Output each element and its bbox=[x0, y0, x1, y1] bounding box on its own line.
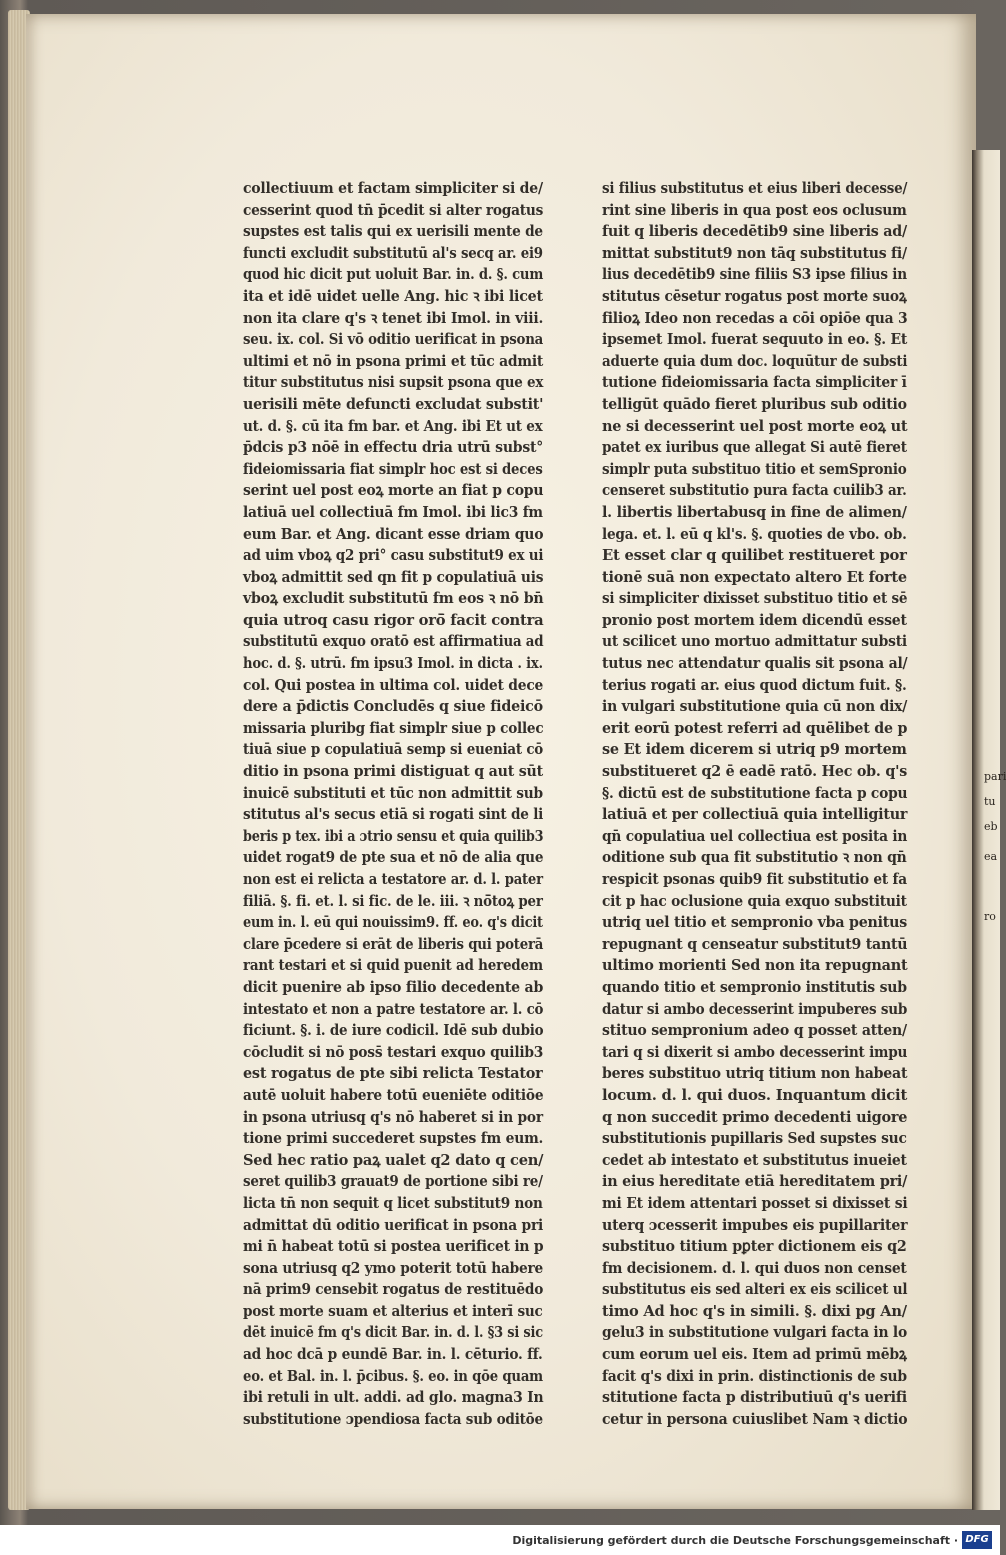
right-column-line: beres substituo utriq titium non habeat bbox=[602, 1064, 908, 1083]
right-text-column bbox=[602, 178, 907, 1430]
left-column-line: substitutione ɔpendiosa facta sub oditōe bbox=[243, 1409, 543, 1428]
left-column-line: seu. ix. col. Si vō oditio uerificat in psona bbox=[243, 330, 544, 349]
right-column-line: fuit q liberis decedētib9 sine liberis ad/ bbox=[602, 222, 907, 241]
left-column-line: Sed hec ratio paꝝ ualet q2 dato q cen/ bbox=[243, 1150, 544, 1169]
left-column-line: dere a p̄dictis Concludēs q siue fideicō bbox=[243, 697, 543, 716]
left-column-line: cōcludit si nō poss̄ testari exquo quilib3 bbox=[243, 1042, 544, 1061]
right-column-line: in eius hereditate etiā hereditatem pri/ bbox=[602, 1172, 908, 1191]
right-column-line: fm decisionem. d. l. qui duos non censet bbox=[602, 1258, 907, 1277]
funding-credit: Digitalisierung gefördert durch die Deutsche Forschungsgemeinschaft · bbox=[512, 1534, 958, 1547]
facing-page-fragment: eb bbox=[984, 820, 998, 833]
facing-page-fragment: pari bbox=[984, 770, 1006, 783]
left-column-line: quia utroq casu rigor orō̄ facit contra bbox=[243, 610, 544, 629]
left-column-line: clare p̄cedere si erāt de liberis qui poterā bbox=[243, 934, 544, 953]
right-column-line: stituo sempronium adeo q posset atten/ bbox=[602, 1021, 907, 1040]
left-column-line: functi excludit substitutū al's secq ar. ei9 bbox=[243, 243, 543, 262]
left-column-line: stitutus al's secus etiā si rogati sint de li bbox=[243, 805, 544, 824]
left-column-line: latiuā uel collectiuā fm Imol. ibi lic3 fm bbox=[243, 502, 543, 521]
left-column-line: hoc. d. §. utrū. fm ipsu3 Imol. in dicta . ix. bbox=[243, 654, 543, 673]
right-column-line: utriq uel titio et sempronio vba penitus bbox=[602, 913, 907, 932]
left-column-line: ad uim vboꝝ q2 pri° casu substitut9 ex ui bbox=[243, 546, 544, 565]
left-column-line: col. Qui postea in ultima col. uidet dece bbox=[243, 675, 544, 694]
right-column-line: substitutus eis sed alteri ex eis scilicet ul bbox=[602, 1280, 908, 1299]
right-column-line: filioꝝ Ideo non recedas a cōi opiōe qua 3 bbox=[602, 308, 908, 327]
right-column-line: stitutus cēsetur rogatus post morte suoꝝ bbox=[602, 286, 907, 305]
right-column-line: uterq ɔcesserit impubes eis pupillariter bbox=[602, 1215, 908, 1234]
left-column-line: eum Bar. et Ang. dicant esse driam quo bbox=[243, 524, 544, 543]
left-column-line: seret quilib3 grauat9 de portione sibi re/ bbox=[243, 1172, 543, 1191]
right-column-line: tionē suā non expectato altero Et forte bbox=[602, 567, 907, 586]
left-column-line: tiuā siue p copulatiuā semp si eueniat cō bbox=[243, 740, 544, 759]
right-column-line: censeret substitutio pura facta cuilib3 ar. bbox=[602, 481, 907, 500]
right-column-line: si filius substitutus et eius liberi decesse/ bbox=[602, 179, 908, 197]
left-column-line: ut. d. §. cū ita fm bar. et Ang. ibi Et ut ex bbox=[243, 416, 543, 435]
left-column-line: beris p tex. ibi a ɔtrio sensu et quia quilib3 bbox=[243, 826, 544, 845]
right-column-line: substituo titium pꝑter dictionem eis q2 bbox=[602, 1237, 907, 1256]
right-column-line: cedet ab intestato et substitutus inueiet bbox=[602, 1150, 907, 1169]
left-column-line: filiā. §. fi. et. l. si fic. de le. iii. ꝛ nō̄toꝝ per bbox=[243, 891, 543, 910]
left-column-line: p̄dcis p3 nōē in effectu dria utrū subst° bbox=[243, 438, 544, 457]
left-column-line: fideiomissaria fiat simplr hoc est si deces bbox=[243, 459, 543, 478]
right-column-line: ultimo morienti Sed non ita repugnant bbox=[602, 956, 908, 975]
right-column-line: mittat substitut9 non tāq substitutus fi/ bbox=[602, 243, 907, 262]
right-column-line: patet ex iuribus que allegat Si autē fieret bbox=[602, 438, 907, 457]
right-column-line: pronio post mortem idem dicendū esset bbox=[602, 610, 907, 629]
left-column-line: uerisili mēte defuncti excludat substit' bbox=[243, 394, 544, 413]
right-column-line: stitutione facta p distributiuū q's uerifi bbox=[602, 1388, 907, 1407]
right-column-line: cum eorum uel eis. Item ad primū mēbꝝ bbox=[602, 1345, 907, 1364]
left-column-line: collectiuum et factam simpliciter si de/ bbox=[243, 179, 543, 197]
left-column-line: dēt inuicē fm q's dicit Bar. in. d. l. §3 si sic bbox=[243, 1323, 543, 1342]
right-column-line: facit q's dixi in prin. distinctionis de sub bbox=[602, 1366, 907, 1385]
left-column-line: eum in. l. eū qui nouissim9. ff. eo. q's dicit bbox=[243, 913, 543, 932]
right-column-line: latiuā et per collectiuā quia intelligitur bbox=[602, 805, 908, 824]
right-column-line: tutione fideiomissaria facta simpliciter ī bbox=[602, 373, 907, 392]
left-column-line: dicit puenire ab ipso filio decedente ab bbox=[243, 977, 544, 996]
left-column-line: non ita clare q's ꝛ tenet ibi Imol. in viii. bbox=[243, 308, 544, 327]
left-column-line: quod hic dicit put uoluit Bar. in. d. §. cum bbox=[243, 265, 544, 284]
left-column-line: ibi retuli in ult. addi. ad glo. magna3 In bbox=[243, 1388, 544, 1407]
right-column-line: gelu3 in substitutione vulgari facta in lo bbox=[602, 1323, 907, 1342]
right-column-line: quando titio et sempronio institutis sub bbox=[602, 977, 907, 996]
right-column-line: si simpliciter dixisset substituo titio et sē bbox=[602, 589, 908, 608]
right-column-line: erit eorū potest referri ad quēlibet de p bbox=[602, 718, 908, 737]
right-column-line: repugnant q censeatur substitut9 tantū bbox=[602, 934, 908, 953]
right-column-line: lega. et. l. eū q kl's. §. quoties de vbo. ob. bbox=[602, 524, 907, 543]
left-column-line: sona utriusq q2 ymo poterit totū habere bbox=[243, 1258, 544, 1277]
left-column-line: tione primi succederet supstes fm eum. bbox=[243, 1129, 544, 1148]
left-column-line: admittat dū oditio uerificat in psona pri bbox=[243, 1215, 544, 1234]
left-column-line: intestato et non a patre testatore ar. l. cō bbox=[243, 999, 544, 1018]
left-column-line: rant testari et si quid puenit ad heredem bbox=[243, 956, 543, 975]
right-column-line: timo Ad hoc q's in simili. §. dixi pg An/ bbox=[602, 1301, 907, 1320]
right-column-line: mi Et idem attentari posset si dixisset si bbox=[602, 1193, 908, 1212]
left-column-line: serint uel post eoꝝ morte an fiat p copu bbox=[243, 481, 544, 500]
left-column-line: vboꝝ excludit substitutū fm eos ꝛ nō bn̄ bbox=[243, 589, 544, 608]
left-column-line: licta tn̄ non sequit q licet substitut9 non bbox=[243, 1193, 543, 1212]
left-column-line: ad hoc dcā p eundē Bar. in. l. cēturio. ff. bbox=[243, 1345, 543, 1364]
right-column-line: respicit psonas quib9 fit substitutio et fa bbox=[602, 870, 907, 888]
facing-page-fragment: ea bbox=[984, 850, 998, 863]
left-column-line: ultimi et nō in psona primi et tūc admit bbox=[243, 351, 544, 370]
right-column-line: q non succedit primo decedenti uigore bbox=[602, 1107, 908, 1126]
right-column-line: Et esset clar q quilibet restitueret por bbox=[602, 546, 907, 565]
right-column-line: terius rogati ar. eius quod dictum fuit. §. bbox=[602, 675, 907, 694]
left-column-line: ditio in psona primi distiguat q aut sūt bbox=[243, 762, 543, 781]
left-text-column bbox=[243, 178, 543, 1430]
right-column-line: oditione sub qua fit substitutio ꝛ non qn̄ bbox=[602, 848, 907, 867]
left-column-line: autē uoluit habere totū eueniēte oditiōe bbox=[243, 1085, 544, 1104]
right-column-line: simplr puta substituo titio et semSpronio bbox=[602, 459, 907, 478]
left-column-line: supstes est talis qui ex uerisili mente de bbox=[243, 222, 543, 241]
right-column-line: §. dictū est de substitutione facta p copu bbox=[602, 783, 908, 802]
right-column-line: lius decedētib9 sine filiis S3 ipse filius in bbox=[602, 265, 907, 284]
left-column-line: ficiunt. §. i. de iure codicil. Idē sub dubio bbox=[243, 1021, 544, 1040]
right-column-line: datur si ambo decesserint impuberes sub bbox=[602, 999, 908, 1018]
right-column-line: ut scilicet uno mortuo admittatur substi bbox=[602, 632, 907, 651]
facing-page-edge bbox=[972, 150, 1006, 1510]
right-column-line: substitutionis pupillaris Sed supstes suc bbox=[602, 1129, 907, 1148]
left-column-line: vboꝝ admittit sed qn fit p copulatiuā uis bbox=[243, 567, 544, 586]
right-column-line: l. libertis libertabusq in fine de alimen/ bbox=[602, 502, 907, 521]
right-column-line: cit p hac oclusione quia exquo substituit bbox=[602, 891, 907, 910]
right-column-line: tari q si dixerit si ambo decesserint impu bbox=[602, 1042, 908, 1061]
right-column-line: cetur in persona cuiuslibet Nam ꝛ dictio bbox=[602, 1409, 908, 1428]
right-column-line: locum. d. l. qui duos. Inquantum dicit bbox=[602, 1085, 908, 1104]
facing-page-fragment: tu bbox=[984, 795, 996, 808]
right-column-line: ipsemet Imol. fuerat sequuto in eo. §. Et bbox=[602, 330, 908, 349]
left-column-line: substitutū exquo oratō est affirmatiua ad bbox=[243, 632, 544, 651]
left-column-line: cesserint quod tn̄ p̄cedit si alter rogatus bbox=[243, 200, 544, 219]
right-column-line: rint sine liberis in qua post eos oclusum bbox=[602, 200, 907, 219]
right-column-line: in vulgari substitutione quia cū non dix/ bbox=[602, 697, 908, 716]
footer-bar bbox=[0, 1525, 1000, 1555]
left-column-line: mi n̄ habeat totū si postea uerificet in p bbox=[243, 1237, 544, 1256]
left-column-line: est rogatus de pte sibi relicta Testator bbox=[243, 1064, 543, 1083]
left-column-line: in psona utriusq q's nō haberet si in por bbox=[243, 1107, 543, 1126]
right-column-line: qn̄ copulatiua uel collectiua est posita in bbox=[602, 826, 908, 845]
left-column-line: titur substitutus nisi supsit psona que ex bbox=[243, 373, 544, 392]
left-column-line: nā prim9 censebit rogatus de restituēdo bbox=[243, 1280, 544, 1299]
right-column-line: telligūt quādo fieret pluribus sub oditio bbox=[602, 394, 907, 413]
dfg-logo-icon: DFG bbox=[962, 1531, 992, 1549]
left-column-line: non est ei relicta a testatore ar. d. l. pater bbox=[243, 870, 543, 888]
left-column-line: uidet rogat9 de pte sua et nō de alia que bbox=[243, 848, 544, 867]
left-column-line: post morte suam et alterius et interī suc bbox=[243, 1301, 543, 1320]
left-column-line: missaria pluribg fiat simplr siue p collec bbox=[243, 718, 544, 737]
right-column-line: tutus nec attendatur qualis sit psona al/ bbox=[602, 654, 908, 673]
right-column-line: aduerte quia dum doc. loquūtur de substi bbox=[602, 351, 908, 370]
right-column-line: substitueret q2 ē eadē ratō. Hec ob. q's bbox=[602, 762, 907, 781]
right-column-line: ne si decesserint uel post morte eoꝝ ut bbox=[602, 416, 908, 435]
left-column-line: eo. et Bal. in. l. p̄cibus. §. eo. in qōe quam bbox=[243, 1366, 543, 1385]
left-column-line: ita et idē uidet uelle Ang. hic ꝛ ibi licet bbox=[243, 286, 543, 305]
right-column-line: se Et idem dicerem si utriq p9 mortem bbox=[602, 740, 907, 759]
facing-page-fragment: ro bbox=[984, 910, 996, 923]
left-column-line: inuicē substituti et tūc non admittit sub bbox=[243, 783, 543, 802]
